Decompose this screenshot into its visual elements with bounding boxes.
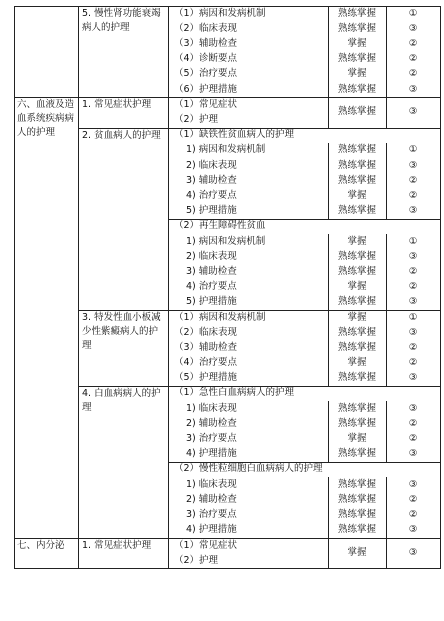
column-divider [328, 477, 329, 538]
item-label: （2）临床表现 [174, 22, 238, 34]
mastery-level: 熟练掌握 [337, 296, 376, 308]
mastery-level: 掌握 [347, 281, 367, 293]
column-divider [14, 6, 15, 569]
item-label: 3) 辅助检查 [186, 174, 237, 186]
group-title: （2）再生障碍性贫血 [174, 219, 266, 231]
item-label: （1）常见症状 [174, 98, 238, 110]
group-title: （1）急性白血病病人的护理 [174, 387, 295, 398]
mastery-level: 熟练掌握 [337, 372, 376, 384]
item-label: 5) 护理措施 [186, 296, 237, 308]
item-label: （3）辅助检查 [174, 37, 238, 49]
unit-name: 2. 贫血病人的护理 [82, 129, 161, 141]
mastery-level: 熟练掌握 [337, 326, 376, 338]
rank-mark: ② [408, 37, 418, 49]
item-label: 1) 病因和发病机制 [186, 144, 266, 156]
item-label: （4）治疗要点 [174, 357, 238, 369]
mastery-level: 熟练掌握 [337, 106, 376, 118]
item-label: 2) 辅助检查 [186, 493, 237, 505]
item-label: （1）病因和发病机制 [174, 7, 266, 19]
item-label: （2）护理 [174, 554, 219, 566]
rank-mark: ③ [408, 296, 418, 308]
group-title: （1）缺铁性贫血病人的护理 [174, 128, 295, 140]
mastery-level: 掌握 [347, 357, 367, 369]
rank-mark: ③ [408, 372, 418, 384]
column-divider [386, 6, 387, 97]
column-divider [386, 538, 387, 568]
item-label: 4) 护理措施 [186, 448, 237, 460]
column-divider [328, 97, 329, 127]
rank-mark: ③ [408, 22, 418, 34]
item-label: （5）治疗要点 [174, 68, 238, 80]
rank-mark: ③ [408, 106, 418, 118]
item-label: 2) 辅助检查 [186, 417, 237, 429]
item-label: （6）护理措施 [174, 83, 238, 95]
mastery-level: 掌握 [347, 68, 367, 80]
rank-mark: ③ [408, 448, 418, 460]
column-divider [386, 310, 387, 386]
item-label: 1) 临床表现 [186, 402, 237, 414]
mastery-level: 熟练掌握 [337, 417, 376, 429]
section-title: 六、血液及造血系统疾病病人的护理 [17, 99, 75, 139]
rank-mark: ③ [408, 478, 418, 490]
rank-mark: ③ [408, 402, 418, 414]
mastery-level: 熟练掌握 [337, 402, 376, 414]
column-divider [386, 234, 387, 310]
column-divider [386, 97, 387, 127]
rank-mark: ② [408, 189, 418, 201]
mastery-level: 熟练掌握 [337, 341, 376, 353]
item-label: 4) 治疗要点 [186, 189, 237, 201]
mastery-level: 熟练掌握 [337, 478, 376, 490]
column-divider [328, 538, 329, 568]
rank-mark: ② [408, 68, 418, 80]
unit-name: 3. 特发性血小板减少性紫癜病人的护理 [82, 312, 161, 351]
rank-mark: ② [408, 493, 418, 505]
mastery-level: 掌握 [347, 235, 367, 247]
item-label: 3) 治疗要点 [186, 509, 237, 521]
item-label: （1）病因和发病机制 [174, 311, 266, 323]
rank-mark: ① [408, 7, 418, 19]
rank-mark: ② [408, 174, 418, 186]
mastery-level: 掌握 [347, 189, 367, 201]
item-label: （2）临床表现 [174, 326, 238, 338]
mastery-level: 掌握 [347, 311, 367, 323]
rank-mark: ② [408, 265, 418, 277]
column-divider [386, 143, 387, 219]
rank-mark: ② [408, 433, 418, 445]
mastery-level: 熟练掌握 [337, 524, 376, 536]
column-divider [328, 234, 329, 310]
item-label: 2) 临床表现 [186, 159, 237, 171]
rank-mark: ② [408, 281, 418, 293]
rank-mark: ③ [408, 524, 418, 536]
mastery-level: 熟练掌握 [337, 250, 376, 262]
item-label: （4）诊断要点 [174, 53, 238, 65]
mastery-level: 熟练掌握 [337, 83, 376, 95]
column-divider [78, 6, 79, 569]
column-divider [328, 310, 329, 386]
item-label: 4) 护理措施 [186, 524, 237, 536]
rank-mark: ② [408, 357, 418, 369]
mastery-level: 熟练掌握 [337, 493, 376, 505]
column-divider [440, 6, 441, 569]
group-title: （2）慢性粒细胞白血病病人的护理 [174, 463, 323, 474]
rank-mark: ① [408, 144, 418, 156]
mastery-level: 掌握 [347, 547, 367, 559]
unit-name: 1. 常见症状护理 [82, 540, 152, 551]
unit-name: 4. 白血病病人的护理 [82, 388, 161, 413]
column-divider [328, 401, 329, 462]
item-label: 4) 治疗要点 [186, 281, 237, 293]
item-label: 1) 临床表现 [186, 478, 237, 490]
rank-mark: ③ [408, 326, 418, 338]
item-label: 5) 护理措施 [186, 205, 237, 217]
mastery-level: 熟练掌握 [337, 53, 376, 65]
item-label: （2）护理 [174, 113, 219, 125]
column-divider [386, 401, 387, 462]
mastery-level: 熟练掌握 [337, 22, 376, 34]
mastery-level: 熟练掌握 [337, 265, 376, 277]
rank-mark: ② [408, 509, 418, 521]
rank-mark: ② [408, 417, 418, 429]
mastery-level: 熟练掌握 [337, 509, 376, 521]
column-divider [386, 477, 387, 538]
rank-mark: ③ [408, 83, 418, 95]
column-divider [328, 143, 329, 219]
item-label: 1) 病因和发病机制 [186, 235, 266, 247]
mastery-level: 掌握 [347, 433, 367, 445]
item-label: 2) 临床表现 [186, 250, 237, 262]
section-title: 七、内分泌 [17, 540, 65, 551]
rank-mark: ① [408, 235, 418, 247]
mastery-level: 熟练掌握 [337, 205, 376, 217]
column-divider [168, 6, 169, 569]
item-label: （5）护理措施 [174, 372, 238, 384]
mastery-level: 熟练掌握 [337, 448, 376, 460]
rank-mark: ③ [408, 250, 418, 262]
rank-mark: ③ [408, 159, 418, 171]
rank-mark: ② [408, 53, 418, 65]
item-label: 3) 治疗要点 [186, 433, 237, 445]
unit-name: 1. 常见症状护理 [82, 99, 152, 111]
item-label: （1）常见症状 [174, 539, 238, 551]
unit-name: 5. 慢性肾功能衰竭病人的护理 [82, 8, 161, 33]
rank-mark: ① [408, 311, 418, 323]
column-divider [328, 6, 329, 97]
rank-mark: ③ [408, 547, 418, 559]
rank-mark: ② [408, 341, 418, 353]
item-label: 3) 辅助检查 [186, 265, 237, 277]
mastery-level: 熟练掌握 [337, 174, 376, 186]
mastery-level: 熟练掌握 [337, 159, 376, 171]
rank-mark: ③ [408, 205, 418, 217]
item-label: （3）辅助检查 [174, 341, 238, 353]
mastery-level: 掌握 [347, 37, 367, 49]
mastery-level: 熟练掌握 [337, 144, 376, 156]
mastery-level: 熟练掌握 [337, 7, 376, 19]
